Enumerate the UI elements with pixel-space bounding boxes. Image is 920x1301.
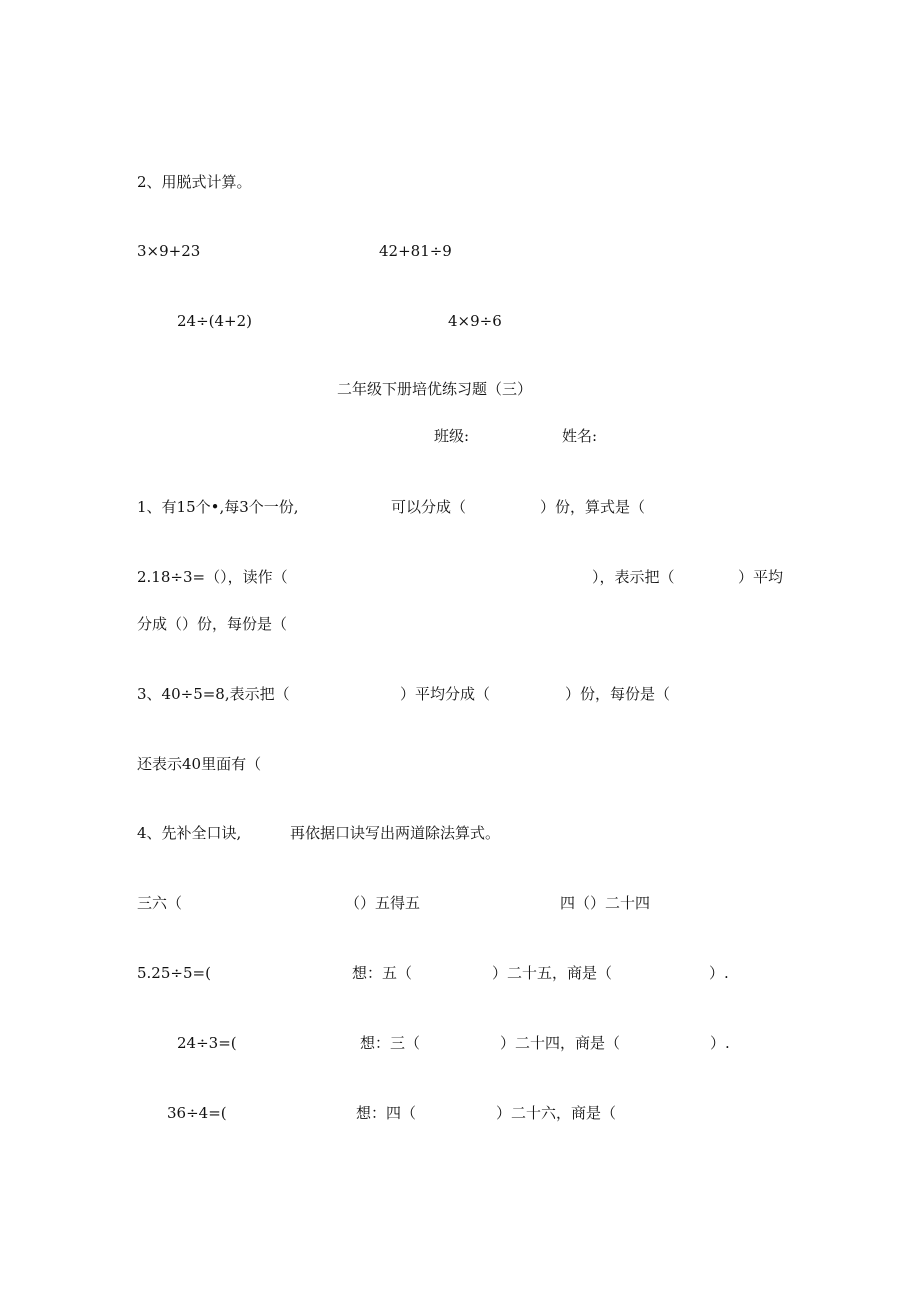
q1-text-b: 可以分成（ [391, 498, 467, 516]
q5-row1-a: 5.25÷5=( [137, 964, 211, 982]
q3-text-c: ）份，每份是（ [565, 685, 671, 703]
q5-row1-d: ）. [709, 964, 729, 982]
expression-3: 24÷(4+2) [177, 312, 253, 330]
q4-text-a: 4、先补全口诀, [137, 824, 242, 842]
q4-text-e: 四（）二十四 [560, 894, 651, 912]
q5-row3-a: 36÷4=( [167, 1104, 227, 1122]
expression-4: 4×9÷6 [448, 312, 502, 330]
q3-text-d: 还表示40里面有（ [137, 755, 262, 773]
q4-text-c: 三六（ [137, 894, 183, 912]
q5-row1-c: ）二十五，商是（ [492, 964, 613, 982]
q2-text-b: ），表示把（ [592, 568, 675, 586]
page-title: 二年级下册培优练习题（三） [337, 380, 533, 398]
q1-text-a: 1、有15个•,每3个一份, [137, 498, 299, 516]
expression-2: 42+81÷9 [379, 242, 452, 260]
q4-text-d: （）五得五 [345, 894, 421, 912]
q2-text-a: 2.18÷3=（），读作（ [137, 568, 288, 586]
q5-row3-c: ）二十六，商是（ [496, 1104, 617, 1122]
class-label: 班级: [434, 427, 470, 445]
name-label: 姓名: [562, 427, 598, 445]
q5-row1-b: 想：五（ [352, 964, 413, 982]
q3-text-b: ）平均分成（ [400, 685, 491, 703]
expression-1: 3×9+23 [137, 242, 201, 260]
q3-text-a: 3、40÷5=8,表示把（ [137, 685, 290, 703]
q5-row2-b: 想：三（ [360, 1034, 421, 1052]
section2-heading: 2、用脱式计算。 [137, 173, 252, 191]
q5-row3-b: 想：四（ [356, 1104, 417, 1122]
q5-row2-a: 24÷3=( [177, 1034, 237, 1052]
q5-row2-d: ）. [710, 1034, 730, 1052]
q1-text-c: ）份，算式是（ [540, 498, 646, 516]
q2-text-c: ）平均 [738, 568, 784, 586]
q4-text-b: 再依据口诀写出两道除法算式。 [290, 824, 501, 842]
q5-row2-c: ）二十四，商是（ [500, 1034, 621, 1052]
q2-text-d: 分成（）份，每份是（ [137, 615, 288, 633]
